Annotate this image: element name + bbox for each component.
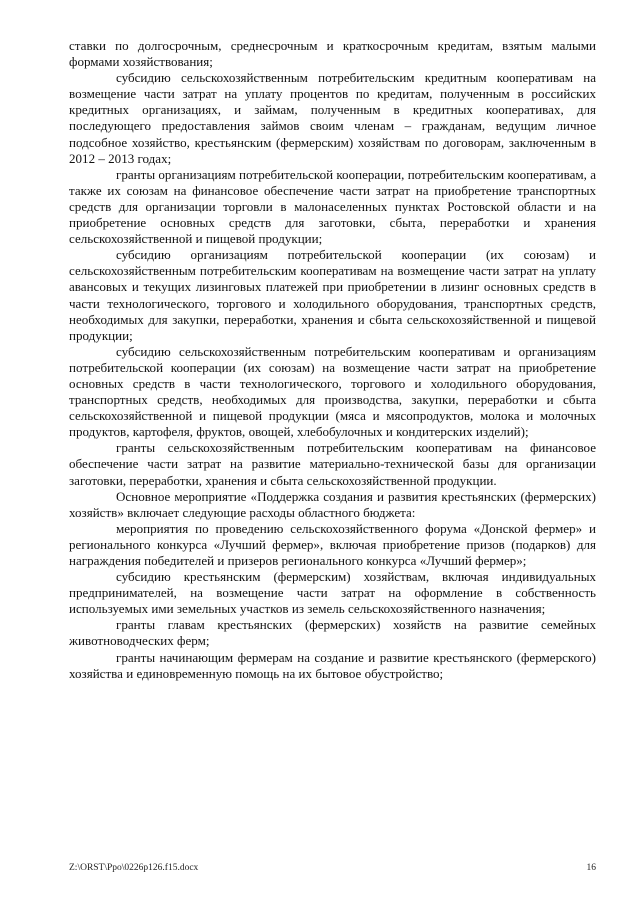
paragraph-beginning-farmers-grants: гранты начинающим фермерам на создание и развитие крестьянского (фермерского) хозяйства и единовременную помощь на их бытовое обустройство; [69,649,596,681]
paragraph-land-registration-subsidy: субсидию крестьянским (фермерским) хозяйствам, включая индивидуальных предпринимателей, на возмещение части затрат на оформление в собственность используемых ими земельных участков из земель сельскохозяйственного назначения; [69,569,596,617]
paragraph-continuation: ставки по долгосрочным, среднесрочным и краткосрочным кредитам, взятым малыми формами хозяйствования; [69,38,596,70]
page-number: 16 [586,863,596,873]
paragraph-fixed-assets-subsidy: субсидию сельскохозяйственным потребительским кооперативам и организациям потребительской кооперации (их союзам) на возмещение части затрат на приобретение основных средств в части технологического, торгового и холодильного оборудования, транспортных средств, необходимых для производства, закупки, переработки и сбыта сельскохозяйственной и пищевой продукции (мяса и мясопродуктов, молока и молочных продуктов, картофеля, фруктов, овощей, хлебобулочных и кондитерских изделий); [69,343,596,440]
file-path: Z:\ORST\Ppo\0226p126.f15.docx [69,863,199,873]
paragraph-main-activity-farms: Основное мероприятие «Поддержка создания и развития крестьянских (фермерских) хозяйств» включает следующие расходы областного бюджета: [69,488,596,520]
paragraph-family-farms-grants: гранты главам крестьянских (фермерских) хозяйств на развитие семейных животноводческих ферм; [69,617,596,649]
paragraph-material-base-grants: гранты сельскохозяйственным потребительским кооперативам на финансовое обеспечение части затрат на развитие материально-технической базы для организации заготовки, переработки, хранения и сбыта сельскохозяйственной продукции. [69,440,596,488]
paragraph-leasing-subsidy: субсидию организациям потребительской кооперации (их союзам) и сельскохозяйственным потребительским кооперативам на возмещение части затрат на уплату авансовых и текущих лизинговых платежей при приобретении в лизинг основных средств в части технологического, торгового и холодильного оборудования, транспортных средств, необходимых для закупки, переработки, хранения и сбыта сельскохозяйственной и пищевой продукции; [69,247,596,343]
paragraph-forum-contest: мероприятия по проведению сельскохозяйственного форума «Донской фермер» и регионального конкурса «Лучший фермер», включая приобретение призов (подарков) для награждения победителей и призеров регионального конкурса «Лучший фермер»; [69,520,596,568]
paragraph-consumer-cooperation-grants: гранты организациям потребительской кооперации, потребительским кооперативам, а также их союзам на финансовое обеспечение части затрат на приобретение транспортных средств для организации торговли в малонаселенных пунктах Ростовской области и на приобретение основных средств для заготовки, сбыта, переработки и хранения сельскохозяйственной и пищевой продукции; [69,166,596,247]
document-body [69,38,596,682]
paragraph-credit-cooperatives-subsidy: субсидию сельскохозяйственным потребительским кредитным кооперативам на возмещение части затрат на уплату процентов по кредитам, полученным в российских кредитных организациях, и займам, полученным в кредитных кооперативах, для последующего предоставления займов своим членам – гражданам, ведущим личное подсобное хозяйство, крестьянским (фермерским) хозяйствам по договорам, заключенным в 2012 – 2013 годах; [69,70,596,166]
page-footer [69,863,596,877]
